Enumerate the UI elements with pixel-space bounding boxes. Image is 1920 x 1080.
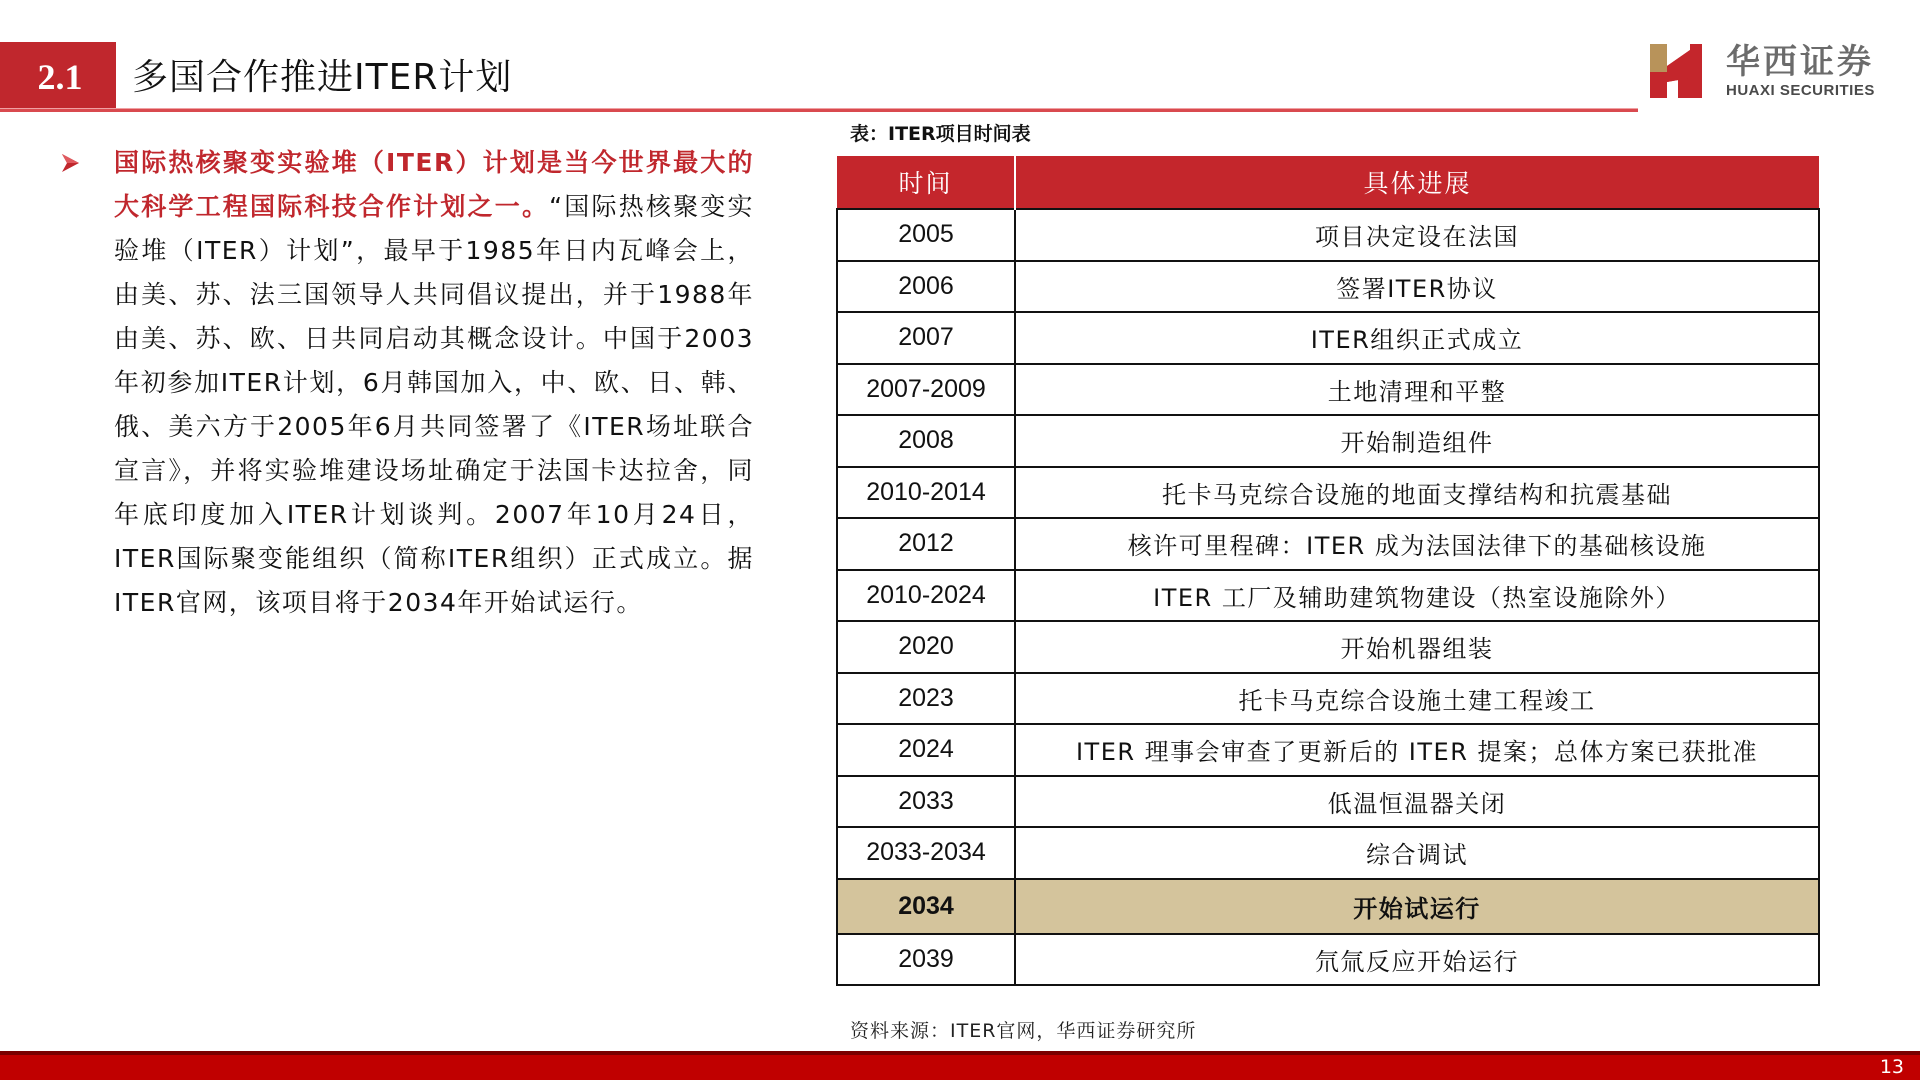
row-year: 2008 <box>837 415 1015 467</box>
row-year: 2006 <box>837 261 1015 313</box>
row-event: 托卡马克综合设施土建工程竣工 <box>1015 673 1819 725</box>
logo-name-cn: 华西证券 <box>1726 42 1874 82</box>
table-row <box>837 415 1819 467</box>
row-event: 开始制造组件 <box>1015 415 1819 467</box>
row-event: 托卡马克综合设施的地面支撑结构和抗震基础 <box>1015 467 1819 519</box>
row-event: 项目决定设在法国 <box>1015 209 1819 261</box>
table-row <box>837 209 1819 261</box>
row-event: 低温恒温器关闭 <box>1015 776 1819 828</box>
row-event: 氘氚反应开始运行 <box>1015 934 1819 986</box>
highlight-sentence: 国际热核聚变实验堆（ITER）计划是当今世界最大的大科学工程国际科技合作计划之一。 <box>114 148 754 221</box>
table-row <box>837 261 1819 313</box>
footer-bar <box>0 1055 1920 1080</box>
table-row <box>837 776 1819 828</box>
table-source-note: 资料来源：ITER官网，华西证券研究所 <box>850 1020 1197 1042</box>
table-row <box>837 673 1819 725</box>
row-event: 土地清理和平整 <box>1015 364 1819 416</box>
row-year: 2033 <box>837 776 1015 828</box>
row-event: 开始机器组装 <box>1015 621 1819 673</box>
row-year: 2007 <box>837 312 1015 364</box>
row-year: 2007-2009 <box>837 364 1015 416</box>
row-year: 2023 <box>837 673 1015 725</box>
row-event: 开始试运行 <box>1015 879 1819 934</box>
iter-timeline-table <box>836 156 1820 986</box>
title-underline <box>0 108 1638 112</box>
body-paragraph <box>114 141 754 625</box>
row-year: 2012 <box>837 518 1015 570</box>
header-progress: 具体进展 <box>1015 156 1819 209</box>
row-event: ITER组织正式成立 <box>1015 312 1819 364</box>
page-title: 多国合作推进ITER计划 <box>132 57 513 98</box>
table-row-highlighted <box>837 879 1819 934</box>
row-year: 2033-2034 <box>837 827 1015 879</box>
row-year: 2020 <box>837 621 1015 673</box>
table-row <box>837 518 1819 570</box>
section-number-badge: 2.1 <box>0 42 116 112</box>
page-number: 13 <box>1879 1056 1904 1078</box>
row-year: 2010-2024 <box>837 570 1015 622</box>
row-year: 2034 <box>837 879 1015 934</box>
table-row <box>837 827 1819 879</box>
table-row <box>837 364 1819 416</box>
company-logo <box>1650 42 1890 102</box>
header-time: 时间 <box>837 156 1015 209</box>
huaxi-logo-icon <box>1650 42 1706 100</box>
table-row <box>837 312 1819 364</box>
row-year: 2010-2014 <box>837 467 1015 519</box>
row-event: 核许可里程碑：ITER 成为法国法律下的基础核设施 <box>1015 518 1819 570</box>
table-header-row <box>837 156 1819 209</box>
table-row <box>837 724 1819 776</box>
row-event: ITER 理事会审查了更新后的 ITER 提案；总体方案已获批准 <box>1015 724 1819 776</box>
table-row <box>837 621 1819 673</box>
body-text: “国际热核聚变实验堆（ITER）计划”，最早于1985年日内瓦峰会上，由美、苏、法三国领导人共同倡议提出，并于1988年由美、苏、欧、日共同启动其概念设计。中国于2003年初参加ITER计划，6月韩国加入，中、欧、日、韩、俄、美六方于2005年6月共同签署了《ITER场址联合宣言》，并将实验堆建设场址确定于法国卡达拉舍，同年底印度加入ITER计划谈判。2007年10月24日，ITER国际聚变能组织（简称ITER组织）正式成立。据ITER官网，该项目将于2034年开始试运行。 <box>114 192 754 617</box>
table-row <box>837 467 1819 519</box>
logo-name-en: HUAXI SECURITIES <box>1726 82 1875 99</box>
table-row <box>837 570 1819 622</box>
table-caption: 表：ITER项目时间表 <box>850 123 1031 145</box>
row-year: 2024 <box>837 724 1015 776</box>
row-year: 2005 <box>837 209 1015 261</box>
table-row <box>837 934 1819 986</box>
row-year: 2039 <box>837 934 1015 986</box>
row-event: 综合调试 <box>1015 827 1819 879</box>
row-event: 签署ITER协议 <box>1015 261 1819 313</box>
arrow-bullet-icon <box>60 152 80 174</box>
row-event: ITER 工厂及辅助建筑物建设（热室设施除外） <box>1015 570 1819 622</box>
